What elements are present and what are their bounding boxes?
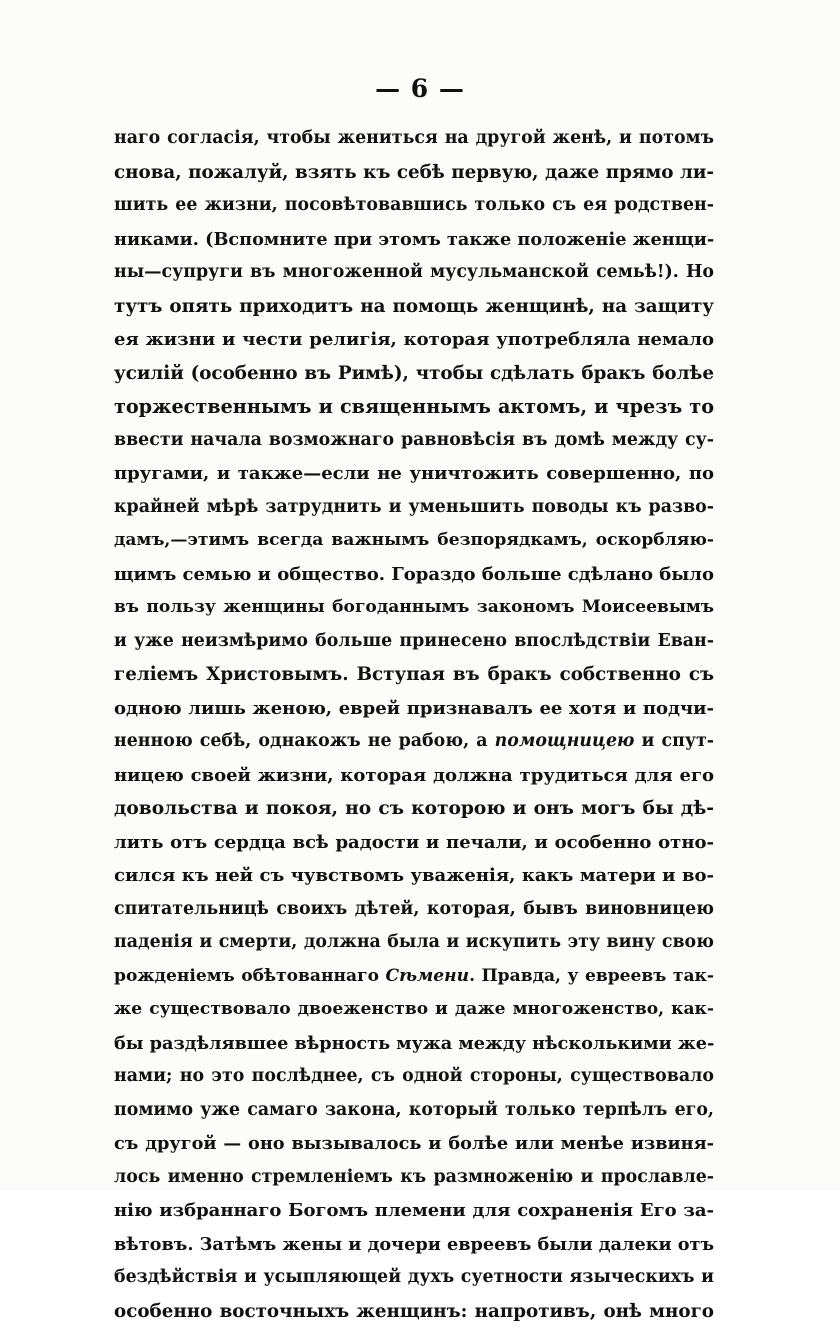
text-line: щимъ семью и общество. Гораздо больше сдѣлано было: [114, 558, 714, 592]
text-line: довольства и покоя, но съ которою и онъ могъ бы дѣ-: [114, 792, 714, 826]
text-line: шить ее жизни, посовѣтовавшись только съ ея родствен-: [114, 189, 714, 223]
text-line: нами; но это послѣднее, съ одной стороны, существовало: [114, 1060, 714, 1094]
italic-word: помощницею: [495, 731, 635, 751]
text-line: ея жизни и чести религія, которая употребляла немало: [114, 323, 714, 357]
text-line: вѣтовъ. Затѣмъ жены и дочери евреевъ были далеки отъ: [114, 1228, 714, 1262]
text-line: спитательницѣ своихъ дѣтей, которая, бывъ виновницею: [114, 893, 714, 927]
text-line: ввести начала возможнаго равновѣсія въ домѣ между су-: [114, 424, 714, 458]
text-line: съ другой — оно вызывалось и болѣе или менѣе извиня-: [114, 1127, 714, 1161]
text-line: снова, пожалуй, взять къ себѣ первую, даже прямо ли-: [114, 156, 714, 190]
page-number: — 6 —: [0, 74, 840, 103]
text-line: сился къ ней съ чувствомъ уваженія, какъ матери и во-: [114, 859, 714, 893]
italic-word: Сѣмени: [385, 966, 469, 986]
text-segment: ненною себѣ, однакожъ не рабою, а: [114, 731, 495, 751]
text-line: торжественнымъ и священнымъ актомъ, и чрезъ то: [114, 390, 714, 424]
text-segment: и спут-: [634, 731, 714, 751]
text-line: же существовало двоеженство и даже многоженство, как-: [114, 993, 714, 1027]
text-line: пругами, и также—если не уничтожить совершенно, по: [114, 457, 714, 491]
text-line: помимо уже самаго закона, который только терпѣлъ его,: [114, 1094, 714, 1128]
text-line: крайней мѣрѣ затруднить и уменьшить поводы къ разво-: [114, 491, 714, 525]
text-segment: рожденіемъ обѣтованнаго: [114, 966, 385, 986]
text-line: лить отъ сердца всѣ радости и печали, и особенно отно-: [114, 826, 714, 860]
text-line: наго согласія, чтобы жениться на другой женѣ, и потомъ: [114, 122, 714, 156]
text-line: тутъ опять приходитъ на помощь женщинѣ, на защиту: [114, 290, 714, 324]
text-line: особенно восточныхъ женщинъ: напротивъ, онѣ много: [114, 1295, 714, 1328]
body-text: [114, 122, 714, 1328]
text-line: лось именно стремленіемъ къ размноженію и прославле-: [114, 1161, 714, 1195]
text-line: дамъ,—этимъ всегда важнымъ безпорядкамъ, оскорбляю-: [114, 524, 714, 558]
text-line: нію избраннаго Богомъ племени для сохраненія Его за-: [114, 1194, 714, 1228]
text-line: [114, 960, 714, 994]
text-line: усилій (особенно въ Римѣ), чтобы сдѣлать бракъ болѣе: [114, 357, 714, 391]
text-line: бездѣйствія и усыпляющей духъ суетности языческихъ и: [114, 1261, 714, 1295]
text-line: геліемъ Христовымъ. Вступая въ бракъ собственно съ: [114, 658, 714, 692]
text-line: одною лишь женою, еврей признавалъ ее хотя и подчи-: [114, 692, 714, 726]
text-line: никами. (Вспомните при этомъ также положеніе женщи-: [114, 223, 714, 257]
text-line: въ пользу женщины богоданнымъ закономъ Моисеевымъ: [114, 591, 714, 625]
text-line: [114, 725, 714, 759]
text-line: бы раздѣлявшее вѣрность мужа между нѣсколькими же-: [114, 1027, 714, 1061]
text-line: ницею своей жизни, которая должна трудиться для его: [114, 759, 714, 793]
text-line: паденія и смерти, должна была и искупить эту вину свою: [114, 926, 714, 960]
text-line: и уже неизмѣримо больше принесено впослѣдствіи Еван-: [114, 625, 714, 659]
text-segment: . Правда, у евреевъ так-: [469, 966, 714, 986]
text-line: ны—супруги въ многоженной мусульманской семьѣ!). Но: [114, 256, 714, 290]
